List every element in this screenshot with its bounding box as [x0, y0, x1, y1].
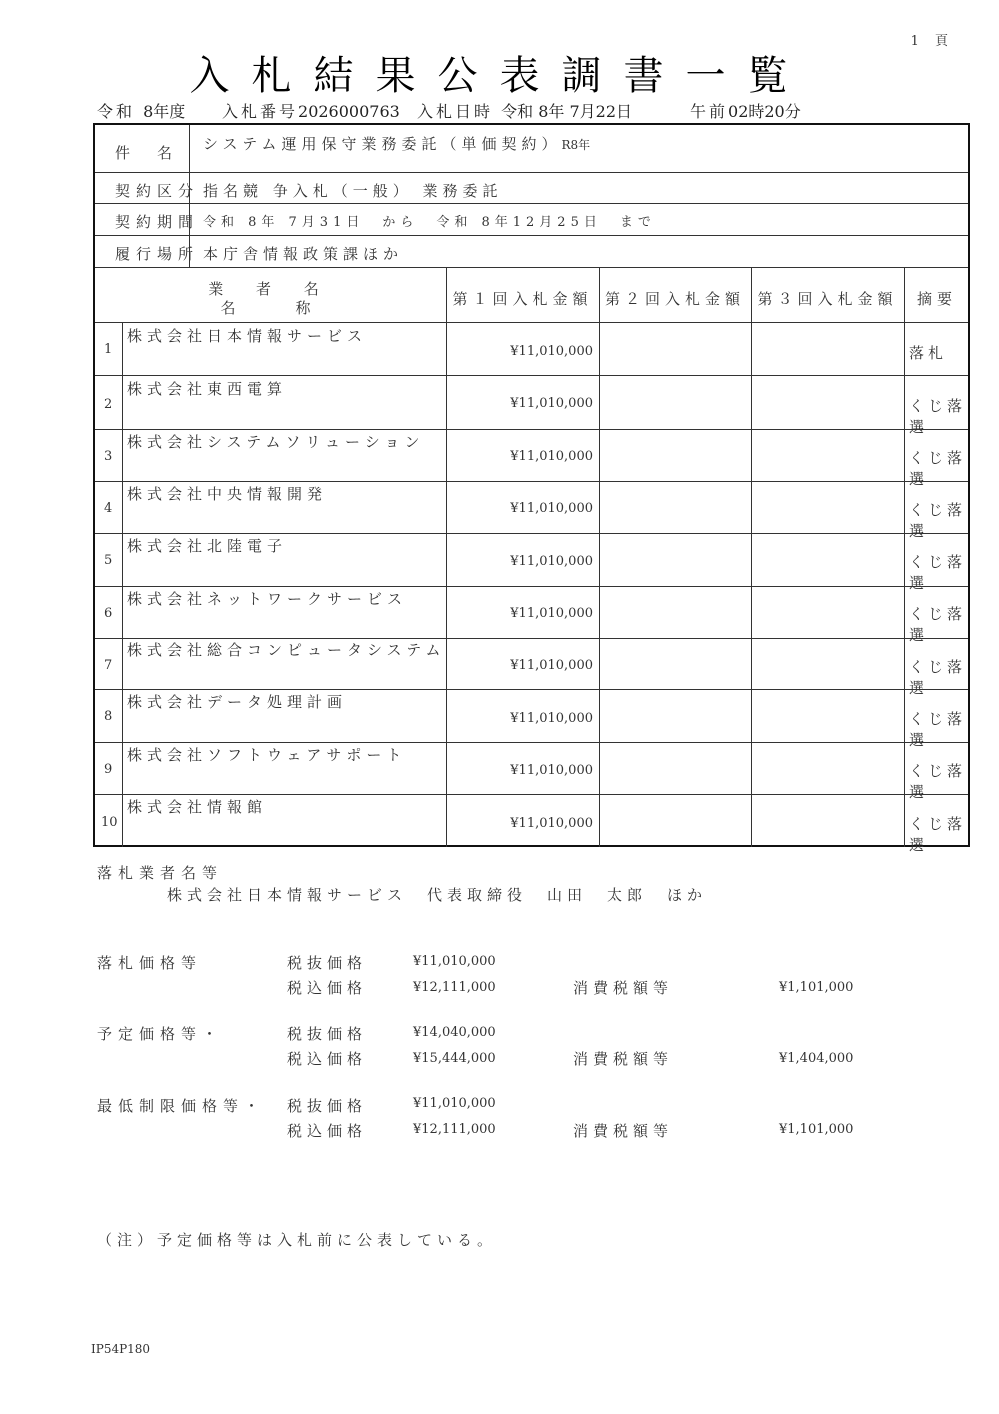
- row-number: 6: [104, 606, 113, 621]
- col-divider: [446, 267, 447, 847]
- contract-type-value: 指名競 争入札（一般） 業務委託: [203, 182, 503, 200]
- bid-amount: ¥11,010,000: [510, 396, 593, 411]
- bid-amount: ¥11,010,000: [510, 501, 593, 516]
- bidder-name: 株式会社システムソリューション: [127, 433, 425, 451]
- row-number: 8: [104, 709, 113, 724]
- excl-tax-label: 税抜価格: [287, 1025, 368, 1043]
- divider: [95, 375, 968, 376]
- form-code: IP54P180: [91, 1342, 151, 1356]
- row-number: 1: [104, 342, 113, 357]
- note: （注）予定価格等は入札前に公表している。: [97, 1231, 498, 1249]
- bidder-name: 株式会社総合コンピュータシステム: [127, 641, 446, 659]
- subject-text: システム運用保守業務委託（単価契約）: [203, 135, 562, 153]
- bid-amount: ¥11,010,000: [510, 449, 593, 464]
- remark: くじ落選: [909, 501, 967, 540]
- excl-tax-label: 税抜価格: [287, 1097, 368, 1115]
- incl-tax-value: ¥12,111,000: [413, 1122, 496, 1137]
- tax-value: ¥1,404,000: [779, 1051, 854, 1066]
- contract-period-label: 契約期間: [115, 213, 200, 231]
- bidder-name: 株式会社ネットワークサービス: [127, 590, 408, 608]
- price-block-label: 予定価格等・: [97, 1025, 224, 1043]
- bidder-name: 株式会社データ処理計画: [127, 693, 348, 711]
- bidder-name: 株式会社情報館: [127, 798, 268, 816]
- remark: くじ落選: [909, 605, 967, 644]
- price-block-label: 最低制限価格等・: [97, 1097, 266, 1115]
- no-col-divider: [122, 322, 123, 847]
- location-label: 履行場所: [115, 245, 200, 263]
- col-divider: [904, 267, 905, 847]
- price-block-label: 落札価格等: [97, 954, 203, 972]
- fiscal-year-label: 令和: [97, 102, 136, 121]
- col-header-name-bottom: 名 称: [220, 299, 321, 317]
- divider: [95, 267, 968, 268]
- row-number: 4: [104, 501, 113, 516]
- fiscal-year-value: 8年度: [143, 102, 186, 121]
- tax-label: 消費税額等: [573, 979, 674, 997]
- tax-label: 消費税額等: [573, 1122, 674, 1140]
- divider: [95, 235, 968, 236]
- remark: くじ落選: [909, 815, 967, 854]
- bid-number-value: 2026000763: [298, 102, 400, 121]
- bid-amount: ¥11,010,000: [510, 554, 593, 569]
- remark: 落札: [909, 344, 948, 362]
- col-header-round3: 第３回入札金額: [757, 290, 898, 308]
- bid-date-label: 入札日時: [417, 102, 494, 121]
- row-number: 3: [104, 449, 113, 464]
- bid-number-label: 入札番号: [222, 102, 299, 121]
- tax-value: ¥1,101,000: [779, 980, 854, 995]
- row-number: 10: [101, 815, 118, 830]
- remark: くじ落選: [909, 553, 967, 592]
- tax-value: ¥1,101,000: [779, 1122, 854, 1137]
- col-header-name-top: 業 者 名: [208, 280, 333, 298]
- remark: くじ落選: [909, 449, 967, 488]
- bid-time-value: 02時20分: [728, 102, 801, 121]
- incl-tax-value: ¥15,444,000: [413, 1051, 496, 1066]
- bid-amount: ¥11,010,000: [510, 711, 593, 726]
- subject-suffix: R8年: [561, 138, 591, 152]
- excl-tax-label: 税抜価格: [287, 954, 368, 972]
- bidder-name: 株式会社ソフトウェアサポート: [127, 746, 407, 764]
- excl-tax-value: ¥14,040,000: [413, 1025, 496, 1040]
- fiscal-year: [97, 99, 185, 122]
- tax-label: 消費税額等: [573, 1050, 674, 1068]
- divider: [95, 689, 968, 690]
- divider: [95, 322, 968, 323]
- bid-time-label: 午前: [690, 102, 729, 121]
- divider: [95, 742, 968, 743]
- subject-label: 件 名: [115, 144, 179, 162]
- divider: [95, 586, 968, 587]
- bid-amount: ¥11,010,000: [510, 344, 593, 359]
- remark: くじ落選: [909, 710, 967, 749]
- location-value: 本庁舎情報政策課ほか: [203, 245, 404, 263]
- row-number: 2: [104, 397, 113, 412]
- contract-period-value: 令和 8年 7月31日 から 令和 8年12月25日 まで: [203, 215, 656, 230]
- bid-date-value: 令和 8年 7月22日: [501, 102, 633, 121]
- divider: [95, 533, 968, 534]
- bid-date: [417, 99, 632, 122]
- remark: くじ落選: [909, 762, 967, 801]
- bid-amount: ¥11,010,000: [510, 763, 593, 778]
- bidder-name: 株式会社日本情報サービス: [127, 327, 368, 345]
- divider: [95, 203, 968, 204]
- row-number: 5: [104, 553, 113, 568]
- col-divider: [599, 267, 600, 847]
- page-number: 1 頁: [910, 34, 954, 49]
- winner-value: 株式会社日本情報サービス 代表取締役 山田 太郎 ほか: [167, 886, 708, 904]
- row-number: 9: [104, 762, 113, 777]
- divider: [95, 429, 968, 430]
- contract-type-label: 契約区分: [115, 182, 200, 200]
- subject-value: [203, 133, 590, 154]
- bid-amount: ¥11,010,000: [510, 606, 593, 621]
- page-title: 入札結果公表調書一覧: [189, 53, 810, 99]
- bid-time: [690, 99, 801, 122]
- remark: くじ落選: [909, 397, 967, 436]
- excl-tax-value: ¥11,010,000: [413, 1096, 496, 1111]
- excl-tax-value: ¥11,010,000: [413, 954, 496, 969]
- bid-amount: ¥11,010,000: [510, 658, 593, 673]
- divider: [95, 481, 968, 482]
- incl-tax-value: ¥12,111,000: [413, 980, 496, 995]
- bidder-name: 株式会社中央情報開発: [127, 485, 328, 503]
- bidder-name: 株式会社北陸電子: [127, 537, 288, 555]
- winner-label: 落札業者名等: [97, 864, 224, 882]
- incl-tax-label: 税込価格: [287, 1122, 368, 1140]
- bid-amount: ¥11,010,000: [510, 816, 593, 831]
- row-number: 7: [104, 658, 113, 673]
- col-divider: [751, 267, 752, 847]
- bid-number: [222, 99, 400, 122]
- incl-tax-label: 税込価格: [287, 1050, 368, 1068]
- col-header-remark: 摘要: [916, 290, 957, 308]
- bidder-name: 株式会社東西電算: [127, 380, 288, 398]
- results-table: [93, 123, 970, 854]
- divider: [95, 794, 968, 795]
- col-header-round2: 第２回入札金額: [604, 290, 745, 308]
- remark: くじ落選: [909, 658, 967, 697]
- col-header-round1: 第１回入札金額: [452, 290, 593, 308]
- divider: [95, 172, 968, 173]
- incl-tax-label: 税込価格: [287, 979, 368, 997]
